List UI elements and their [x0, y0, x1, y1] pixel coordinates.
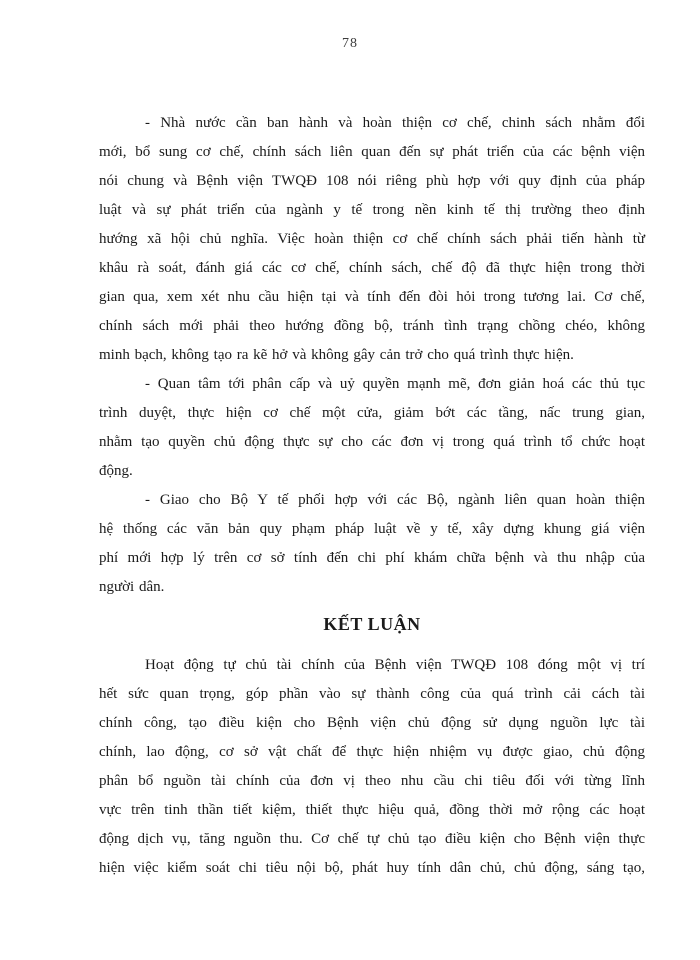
text-line: động.	[99, 463, 133, 479]
paragraph	[99, 109, 645, 370]
text-line: hiện việc kiểm soát chi tiêu nội bộ, phát huy tính dân chủ, chủ động, sáng tạo,	[99, 860, 645, 876]
text-line: - Quan tâm tới phân cấp và uỷ quyền mạnh mẽ, đơn giản hoá các thủ tục	[145, 376, 645, 392]
page-number: 78	[342, 36, 358, 51]
paragraph	[99, 651, 645, 883]
paragraph	[99, 486, 645, 602]
text-line: khâu rà soát, đánh giá các cơ chế, chính sách, chế độ đã thực hiện trong thời	[99, 260, 645, 276]
text-line: phí mới hợp lý trên cơ sở tính đến chi phí khám chữa bệnh và thu nhập của	[99, 550, 645, 566]
text-line: - Nhà nước cần ban hành và hoàn thiện cơ chế, chinh sách nhằm đổi	[145, 115, 645, 131]
text-line: động dịch vụ, tăng nguồn thu. Cơ chế tự chủ tạo điều kiện cho Bệnh viện thực	[99, 831, 645, 847]
text-line: chính sách mới phải theo hướng đồng bộ, tránh tình trạng chồng chéo, không	[99, 318, 645, 334]
text-line: phân bổ nguồn tài chính của đơn vị theo nhu cầu chi tiêu đối với từng lĩnh	[99, 773, 645, 789]
text-line: vực trên tinh thần tiết kiệm, thiết thực hiệu quả, đồng thời mở rộng các hoạt	[99, 802, 645, 818]
text-line: nhằm tạo quyền chủ động thực sự cho các đơn vị trong quá trình tổ chức hoạt	[99, 434, 645, 450]
text-line: nói chung và Bệnh viện TWQĐ 108 nói riêng phù hợp với quy định của pháp	[99, 173, 645, 189]
text-line: người dân.	[99, 579, 165, 595]
text-line: gian qua, xem xét nhu cầu hiện tại và tính đến đòi hỏi trong tương lai. Cơ chế,	[99, 289, 645, 305]
text-line: chính công, tạo điều kiện cho Bệnh viện chủ động sử dụng nguồn lực tài	[99, 715, 645, 731]
text-line: - Giao cho Bộ Y tế phối hợp với các Bộ, ngành liên quan hoàn thiện	[145, 492, 645, 508]
page-content	[99, 109, 645, 883]
text-line: trình duyệt, thực hiện cơ chế một cửa, giảm bớt các tầng, nấc trung gian,	[99, 405, 645, 421]
text-line: luật và sự phát triển của ngành y tế trong nền kinh tế thị trường theo định	[99, 202, 645, 218]
text-line: Hoạt động tự chủ tài chính của Bệnh viện TWQĐ 108 đóng một vị trí	[145, 657, 645, 673]
section-heading: KẾT LUẬN	[323, 614, 421, 634]
text-line: chính, lao động, cơ sở vật chất để thực hiện nhiệm vụ được giao, chủ động	[99, 744, 645, 760]
text-line: hệ thống các văn bản quy phạm pháp luật về y tế, xây dựng khung giá viện	[99, 521, 645, 537]
text-line: hướng xã hội chủ nghĩa. Việc hoàn thiện cơ chế chính sách phải tiến hành từ	[99, 231, 645, 247]
text-line: mới, bổ sung cơ chế, chính sách liên quan đến sự phát triển của các bệnh viện	[99, 144, 645, 160]
text-line: minh bạch, không tạo ra kẽ hở và không gây cản trở cho quá trình thực hiện.	[99, 347, 574, 363]
paragraph	[99, 370, 645, 486]
text-line: hết sức quan trọng, góp phần vào sự thành công của quá trình cải cách tài	[99, 686, 645, 702]
